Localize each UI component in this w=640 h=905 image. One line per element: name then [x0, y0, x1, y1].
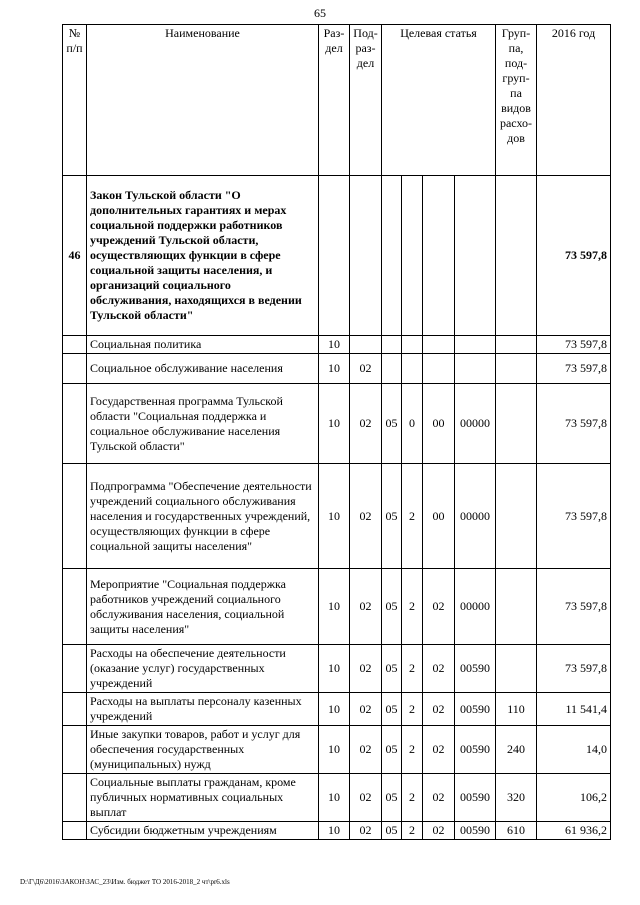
table-row [63, 645, 611, 693]
row-target-program: 05 [382, 569, 402, 645]
row-amount: 11 541,4 [537, 693, 611, 726]
row-amount: 106,2 [537, 774, 611, 822]
table-row [63, 774, 611, 822]
row-podrazdel: 02 [350, 569, 382, 645]
row-target-event: 02 [423, 645, 455, 693]
table-row [63, 726, 611, 774]
row-podrazdel: 02 [350, 645, 382, 693]
row-name: Государственная программа Тульской области "Социальная поддержка и социальное обслуживание населения Тульской области" [87, 384, 319, 464]
row-number [63, 464, 87, 569]
row-target-program: 05 [382, 726, 402, 774]
row-name: Социальные выплаты гражданам, кроме публичных нормативных социальных выплат [87, 774, 319, 822]
row-razdel: 10 [319, 726, 350, 774]
row-name: Иные закупки товаров, работ и услуг для обеспечения государственных (муниципальных) нужд [87, 726, 319, 774]
row-group: 240 [496, 726, 537, 774]
table-row [63, 464, 611, 569]
row-number [63, 693, 87, 726]
row-target-subprogram [402, 354, 423, 384]
row-amount: 14,0 [537, 726, 611, 774]
header-num: № п/п [63, 25, 87, 176]
row-amount: 73 597,8 [537, 464, 611, 569]
row-target-direction: 00590 [455, 822, 496, 840]
row-target-direction: 00590 [455, 645, 496, 693]
row-target-subprogram [402, 336, 423, 354]
row-number [63, 384, 87, 464]
header-row [63, 25, 611, 176]
row-group [496, 384, 537, 464]
law-name: Закон Тульской области "О дополнительных гарантиях и мерах социальной поддержки работников учреждений Тульской области, осуществляющих функции в сфере социальной защиты населения, и организаций социального обслуживания, находящихся в ведении Тульской области" [87, 176, 319, 336]
row-target-event [423, 336, 455, 354]
row-target-event: 02 [423, 774, 455, 822]
row-amount: 73 597,8 [537, 336, 611, 354]
row-group [496, 354, 537, 384]
row-number [63, 822, 87, 840]
row-target-direction: 00000 [455, 569, 496, 645]
row-name: Социальная политика [87, 336, 319, 354]
row-podrazdel: 02 [350, 384, 382, 464]
row-razdel: 10 [319, 336, 350, 354]
row-target-program: 05 [382, 693, 402, 726]
row-name: Социальное обслуживание населения [87, 354, 319, 384]
row-group: 610 [496, 822, 537, 840]
row-podrazdel: 02 [350, 726, 382, 774]
row-group: 320 [496, 774, 537, 822]
row-target-subprogram: 2 [402, 726, 423, 774]
row-amount: 73 597,8 [537, 645, 611, 693]
row-razdel: 10 [319, 693, 350, 726]
table-row [63, 569, 611, 645]
row-number [63, 645, 87, 693]
row-amount: 73 597,8 [537, 569, 611, 645]
row-number [63, 569, 87, 645]
row-target-event: 02 [423, 726, 455, 774]
row-group: 110 [496, 693, 537, 726]
row-amount: 61 936,2 [537, 822, 611, 840]
row-name: Субсидии бюджетным учреждениям [87, 822, 319, 840]
row-target-subprogram: 2 [402, 822, 423, 840]
law-amount: 73 597,8 [537, 176, 611, 336]
header-target: Целевая статья [382, 25, 496, 176]
row-name: Расходы на обеспечение деятельности (оказание услуг) государственных учреждений [87, 645, 319, 693]
row-group [496, 645, 537, 693]
row-target-program [382, 336, 402, 354]
row-razdel: 10 [319, 354, 350, 384]
row-razdel: 10 [319, 774, 350, 822]
row-name: Подпрограмма "Обеспечение деятельности учреждений социального обслуживания населения и государственных учреждений, осуществляющих функции в сфере социальной защиты населения" [87, 464, 319, 569]
row-target-program: 05 [382, 464, 402, 569]
row-group [496, 569, 537, 645]
row-target-subprogram: 2 [402, 464, 423, 569]
table-row [63, 384, 611, 464]
row-target-program: 05 [382, 384, 402, 464]
row-number [63, 726, 87, 774]
row-target-subprogram: 2 [402, 645, 423, 693]
row-target-direction: 00590 [455, 726, 496, 774]
row-name: Расходы на выплаты персоналу казенных учреждений [87, 693, 319, 726]
table-row [63, 354, 611, 384]
row-podrazdel: 02 [350, 354, 382, 384]
law-number: 46 [63, 176, 87, 336]
row-target-direction [455, 354, 496, 384]
file-path-footer: D:\Г\Д6\2016\ЗАКОН\ЗАС_23\Изм. бюджет ТО 2016-2018_2 чт\pr6.xls [20, 878, 230, 886]
row-target-program: 05 [382, 774, 402, 822]
table-row [63, 336, 611, 354]
row-number [63, 774, 87, 822]
header-podrazdel: Под- раз- дел [350, 25, 382, 176]
header-razdel: Раз- дел [319, 25, 350, 176]
row-group [496, 336, 537, 354]
page-number: 65 [314, 6, 326, 20]
table-row [63, 822, 611, 840]
row-target-direction: 00590 [455, 693, 496, 726]
header-name: Наименование [87, 25, 319, 176]
row-target-subprogram: 2 [402, 569, 423, 645]
row-razdel: 10 [319, 822, 350, 840]
row-target-event [423, 354, 455, 384]
row-number [63, 336, 87, 354]
row-target-event: 02 [423, 822, 455, 840]
row-target-event: 00 [423, 464, 455, 569]
row-name: Мероприятие "Социальная поддержка работников учреждений социального обслуживания населения, социальной защиты населения" [87, 569, 319, 645]
row-number [63, 354, 87, 384]
row-target-event: 00 [423, 384, 455, 464]
row-target-event: 02 [423, 693, 455, 726]
row-podrazdel [350, 336, 382, 354]
row-target-direction: 00000 [455, 384, 496, 464]
row-target-subprogram: 2 [402, 774, 423, 822]
law-row [63, 176, 611, 336]
row-razdel: 10 [319, 645, 350, 693]
row-target-direction [455, 336, 496, 354]
row-podrazdel: 02 [350, 774, 382, 822]
row-podrazdel: 02 [350, 464, 382, 569]
row-target-direction: 00000 [455, 464, 496, 569]
row-target-direction: 00590 [455, 774, 496, 822]
row-target-subprogram: 2 [402, 693, 423, 726]
row-target-subprogram: 0 [402, 384, 423, 464]
header-year: 2016 год [537, 25, 611, 176]
row-razdel: 10 [319, 464, 350, 569]
row-razdel: 10 [319, 569, 350, 645]
row-group [496, 464, 537, 569]
row-target-program: 05 [382, 822, 402, 840]
row-target-program [382, 354, 402, 384]
row-target-program: 05 [382, 645, 402, 693]
row-podrazdel: 02 [350, 822, 382, 840]
row-target-event: 02 [423, 569, 455, 645]
row-amount: 73 597,8 [537, 354, 611, 384]
header-group: Груп- па, под- груп- па видов расхо- дов [496, 25, 537, 176]
budget-table [62, 24, 611, 840]
row-razdel: 10 [319, 384, 350, 464]
row-amount: 73 597,8 [537, 384, 611, 464]
table-row [63, 693, 611, 726]
row-podrazdel: 02 [350, 693, 382, 726]
